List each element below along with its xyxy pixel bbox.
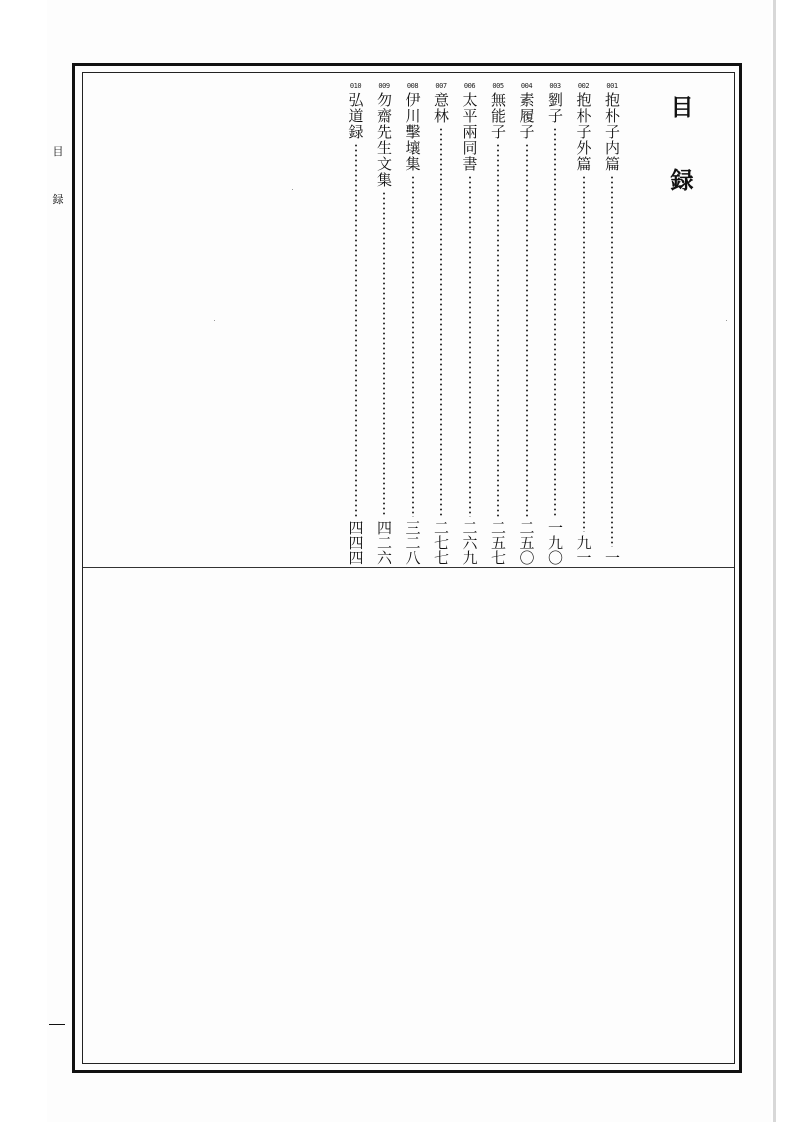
toc-entry-number: 010 (349, 82, 362, 90)
side-label-bottom: 録 (52, 193, 64, 206)
toc-entry-title: 抱朴子外篇 (574, 92, 593, 172)
toc-entry-number: 001 (606, 82, 618, 90)
toc-entry-page: 一九〇 (546, 520, 564, 565)
toc-entry (487, 81, 509, 565)
toc-leader-dots (497, 143, 499, 517)
toc-leader-dots (469, 175, 471, 517)
toc-entry-title: 抱朴子内篇 (603, 92, 621, 172)
toc-entry-page: 二七七 (432, 520, 450, 565)
scan-speck (214, 320, 215, 321)
toc-heading-char-1: 目 (670, 95, 694, 121)
page-edge (773, 0, 776, 1122)
toc-entry-page: 四二六 (375, 520, 393, 565)
toc-entry-page: 二五七 (489, 520, 507, 565)
toc-entry (573, 81, 595, 565)
toc-entry (373, 81, 395, 565)
toc-entry-number: 006 (463, 82, 476, 90)
toc-entry-number: 002 (577, 82, 590, 90)
toc-entry-title: 伊川擊壤集 (403, 92, 422, 172)
toc-entry-number: 004 (520, 82, 533, 90)
toc-entry-page: 三二八 (403, 520, 422, 565)
toc-entry (402, 81, 424, 565)
scan-speck (292, 189, 293, 190)
toc-leader-dots (440, 127, 442, 517)
toc-entry (601, 81, 623, 565)
toc-entry-number: 007 (435, 82, 447, 90)
toc-leader-dots (554, 127, 556, 517)
toc-entry (459, 81, 481, 565)
toc-entry-page: 二五〇 (517, 520, 536, 565)
toc-entry-title: 劉子 (546, 92, 564, 124)
toc-entry-number: 005 (492, 82, 504, 90)
toc-leader-dots (526, 143, 528, 517)
toc-entry-page: 二六九 (460, 520, 479, 565)
toc-leader-dots (355, 143, 357, 517)
toc-entry-title: 太平兩同書 (460, 92, 479, 172)
side-label-top: 目 (52, 145, 64, 158)
toc-entry-title: 勿齋先生文集 (375, 92, 393, 188)
page-number-mark (49, 1024, 65, 1025)
toc-entry-title: 意林 (432, 92, 450, 124)
toc-entry-page: 九一 (574, 535, 593, 565)
toc-entry-title: 素履子 (517, 92, 536, 140)
toc-entry-number: 003 (549, 82, 561, 90)
toc-leader-dots (383, 191, 385, 517)
toc-leader-dots (583, 175, 585, 532)
toc-entry (345, 81, 367, 565)
toc-entry-title: 無能子 (489, 92, 507, 140)
toc-entry-page: 四四四 (346, 520, 365, 565)
toc-entry (544, 81, 566, 565)
frame-divider (83, 567, 734, 568)
toc-leader-dots (412, 175, 414, 517)
scan-speck (726, 320, 727, 321)
toc-heading (662, 97, 702, 193)
toc-entry-title: 弘道録 (346, 92, 365, 140)
toc-heading-char-2: 録 (670, 168, 694, 194)
toc-entry (430, 81, 452, 565)
toc-entry-number: 009 (378, 82, 390, 90)
toc-leader-dots (611, 175, 613, 547)
toc-entry-page: 一 (603, 550, 621, 565)
toc-entry (516, 81, 538, 565)
toc-entry-number: 008 (406, 82, 419, 90)
